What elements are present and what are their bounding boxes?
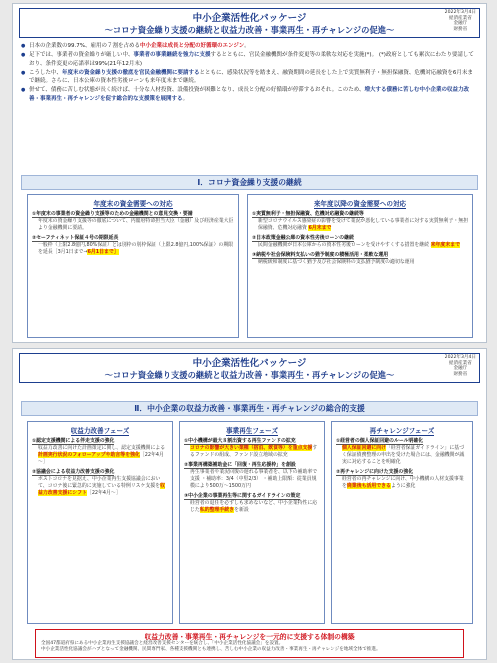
next-fiscal-year-column bbox=[247, 194, 473, 338]
slide-subtitle: ～コロナ資金繰り支援の継続と収益力改善・事業再生・再チャレンジの促進～ bbox=[104, 25, 395, 35]
support-structure-line: 中小企業活性化協議会がハブとなって金融機関、民間専門家、各種支援機関とも連携し、苦しむ中小企業の収益力改善・事業再生・再チャレンジを地域全体で推進。 bbox=[41, 647, 381, 653]
slide-title: 中小企業活性化パッケージ bbox=[192, 358, 307, 369]
measure-item: ③納税や社会保険料支払いの猶予制度の積極活用・柔軟な運用 納税緩和制度に基づく猶予及び社会保険料の支払猶予制度の適切な運用 bbox=[252, 252, 415, 265]
org-name: 経済産業省 bbox=[448, 15, 472, 21]
business-revitalization-phase-column bbox=[179, 421, 325, 624]
slide-header bbox=[19, 353, 480, 383]
rechallenge-phase-column bbox=[331, 421, 473, 624]
measure-item: ②協議会による収益力改善支援の強化 ポストコロナを見据え、中小企業再生支援協議会において、コロナ後に緊急的に実施している特例リスケ支援を収益力改善支援にシフト［22年4月～］ bbox=[32, 469, 165, 496]
summary-list bbox=[21, 42, 478, 103]
measure-item: ②再チャレンジに向けた支援の強化 経営者の再チャレンジに向け、中小機構の人材支援事業を廃業後も活用できるように強化 bbox=[336, 469, 464, 489]
measure-item: ①経営者の個人保証回避のルール明確化 個人保証回避に向け「経営者保証ガイドライン」に基づく保証債務整理の申出を受けた場合には、金融機関が誠実に対応することを明確化 bbox=[336, 438, 465, 465]
section-heading: Ⅱ．中小企業の収益力改善・事業再生・再チャレンジの総合的支援 bbox=[21, 401, 478, 416]
measure-item: ②日本政策金融公庫の資本性劣後ローンの継続 民間金融機関が日本公庫からの資本性劣後ローンを受けやすくする措置を継続 来年度末まで bbox=[252, 235, 460, 248]
org-name: 財務省 bbox=[453, 26, 468, 32]
issue-date: 2022年3月4日 bbox=[444, 10, 476, 15]
slide-subtitle: ～コロナ資金繰り支援の継続と収益力改善・事業再生・再チャレンジの促進～ bbox=[104, 370, 395, 380]
summary-item: ● 日本の企業数の99.7%、雇用の７割を占める中小企業は成長と分配の好循環のエンジン。 bbox=[21, 42, 478, 50]
measure-item: ①実質無利子・無担保融資、危機対応融資の継続等 新型コロナウイルス感染症の影響を受けて業況が悪化している事業者に対する実質無利子・無担保融資、危機対応融資 6月末まで bbox=[252, 211, 469, 231]
support-structure-line: 全国47都道府県にある中小企業再生支援協議会と経営改善支援センターを統合し、「中小企業活性化協議会」を設置。 bbox=[41, 641, 284, 646]
column-heading: 事業再生フェーズ bbox=[225, 427, 279, 435]
section-heading: Ⅰ．コロナ資金繰り支援の継続 bbox=[21, 175, 478, 190]
measure-item: ②事業再構築補助金に「回復・再生応援枠」を創設 再生事業者や業況回復の遅れる事業者を、以下の補助率で支援 ・補助率：3/4（中堅2/3） ・補助上限額：従業員規模により500万～1500万円 bbox=[184, 462, 318, 489]
summary-item: ● 併せて、債務に苦しむ状態が長く続けば、十分な人材投資、設備投資が困難となり、成長と分配の好循環が停滞するおそれ。このため、増大する債務に苦しむ中小企業の収益力改善・事業再生・再チャレンジを促す総合的な支援策を展開する。 bbox=[21, 86, 478, 103]
column-heading: 来年度以降の資金需要への対応 bbox=[313, 200, 407, 208]
support-structure-title: 収益力改善・事業再生・再チャレンジを一元的に支援する体制の構築 bbox=[144, 633, 355, 641]
fiscal-year-end-column bbox=[27, 194, 239, 338]
org-name: 経済産業省 bbox=[448, 360, 472, 366]
org-name: 財務省 bbox=[453, 371, 468, 377]
measure-item: ①中小機構が最大８割出資する再生ファンドの拡充 コロナの影響が大きい業種（宿泊、飲食等）を重点支援するファンドの組成、ファンド設立地域の拡充 bbox=[184, 438, 318, 458]
summary-item: ● 足下では、事業者の資金繰りが厳しい中、事業者の事業継続を強力に支援するとともに、官民金融機関が条件変更等の柔軟な対応を実施(*)。 (*)政府としても累次にわたり要請しており、条件変更の応諾率は99%(21年12月末) bbox=[21, 51, 478, 68]
issue-date: 2022年3月4日 bbox=[444, 355, 476, 360]
measure-item: ③中小企業の事業再生等に関するガイドラインの策定 経営者の退任を必ずしも求めないなど、中小企業特性に応じた私的整理手続きを新設 bbox=[184, 493, 318, 513]
support-structure-box bbox=[35, 629, 464, 658]
measure-item: ②セーフティネット保証４号の期限延長 一般枠（上限2.8億円,80%保証）とは別枠の別枠保証（上限2.8億円,100%保証）の期限を延長［3月1日まで→6月1日まで］ bbox=[32, 235, 234, 255]
profitability-phase-column bbox=[27, 421, 173, 624]
org-name: 金融庁 bbox=[453, 366, 468, 372]
measure-item: ①年度末の事業者の資金繰り支援等のための金融機関との意見交換・要請 年度末の資金繰り支援等の徹底について、内閣府特命担当大臣（金融）及び経済産業大臣より金融機関に要請。 bbox=[32, 211, 234, 231]
slide-2 bbox=[12, 348, 487, 660]
slide-header bbox=[19, 8, 480, 38]
column-heading: 再チャレンジフェーズ bbox=[369, 427, 435, 435]
column-heading: 年度末の資金需要への対応 bbox=[93, 200, 173, 208]
org-name: 金融庁 bbox=[453, 21, 468, 27]
measure-item: ①認定支援機関による伴走支援の強化 収益力改善に向けた計画策定に関し、認定支援機関による計画実行状況のフォローアップや助言等を強化［22年4月～］ bbox=[32, 438, 166, 465]
slide-title: 中小企業活性化パッケージ bbox=[192, 13, 307, 24]
slide-1 bbox=[12, 3, 487, 343]
summary-item: ● こうした中、年度末の資金繰り支援の徹底を官民金融機関に要請するとともに、感染状況等を踏まえ、融資期間の延長をした上で実質無利子・無担保融資、危機対応融資を6月末まで継続。さらに、日本公庫の資本性劣後ローンも来年度末まで継続。 bbox=[21, 69, 478, 86]
column-heading: 収益力改善フェーズ bbox=[70, 427, 130, 435]
issuer-block bbox=[445, 355, 476, 377]
issuer-block bbox=[445, 10, 476, 32]
